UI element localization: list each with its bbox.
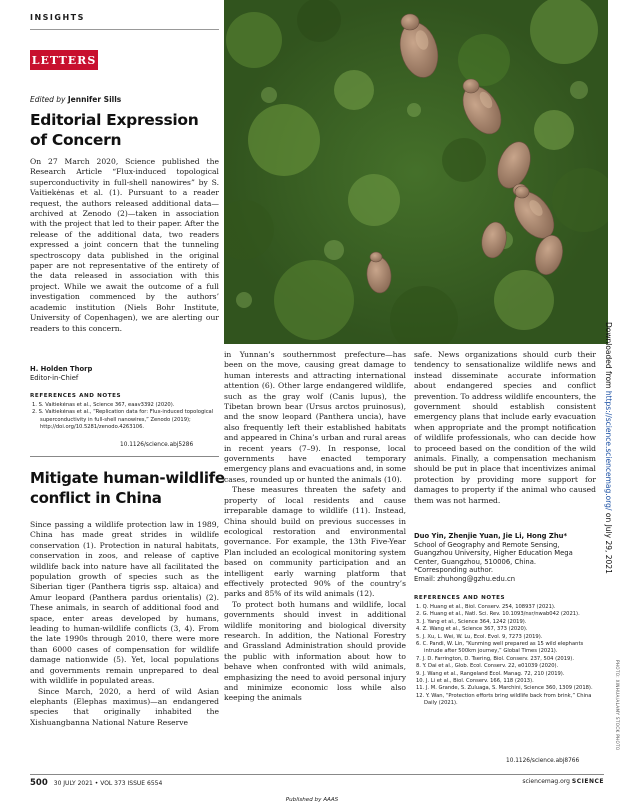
letter2-title-line1: Mitigate human-wildlife xyxy=(30,469,225,487)
download-prefix: Downloaded from xyxy=(604,322,613,391)
download-suffix: on July 29, 2021 xyxy=(604,510,613,574)
site-name[interactable]: sciencemag.org xyxy=(522,778,570,785)
editor-name: Jennifer Sills xyxy=(67,95,122,104)
letter2-email[interactable]: Email: zhuhong@gzhu.edu.cn xyxy=(414,574,516,583)
edited-by-label: Edited by xyxy=(30,95,66,104)
letter2-col3 xyxy=(414,350,596,506)
letter2-title-line2: conflict in China xyxy=(30,489,162,507)
letter2-authors xyxy=(414,532,596,584)
letter2-refs-heading: REFERENCES AND NOTES xyxy=(414,595,506,601)
letter2-affiliation: School of Geography and Remote Sensing, Guangzhou University, Higher Education Mega Center, Guangzhou, 510006, China. xyxy=(414,540,573,566)
reference-item: 10. J. Li et al., Biol. Conserv. 166, 118 (2013). xyxy=(416,678,534,685)
reference-item: 5. J. Xu, L. Wei, W. Lu, Ecol. Evol. 9, 7273 (2019). xyxy=(416,633,543,640)
letters-tag: LETTERS xyxy=(30,50,98,70)
reference-item: 1. Q. Huang et al., Biol. Conserv. 254, 108937 (2021). xyxy=(416,604,556,610)
letter2-paragraph: in Yunnan’s southernmost prefecture—has been on the move, causing great damage to human interests and attracting international attention (6). Other large endangered wildlife, such as the gray wolf (Canis lupus), the Tibetan brown bear (Ursus arctos pruinosus), and the snow leopard (Panthera uncia), have also frequently left their established habitats and appeared in China’s urban and rural areas in recent years (7–9). In response, local governments have enacted temporary emergency plans and evacuations and, in some cases, rounded up or hunted the animals (10). xyxy=(224,350,406,484)
letter2-title xyxy=(30,468,225,508)
divider xyxy=(30,456,219,457)
journal-name: SCIENCE xyxy=(571,778,604,785)
reference-item: 8. Y. Dai et al., Glob. Ecol. Conserv. 22, e01039 (2020). xyxy=(416,663,559,670)
section-rule xyxy=(30,29,219,30)
issue-info: 30 JULY 2021 • VOL 373 ISSUE 6554 xyxy=(53,780,163,787)
download-sidebar xyxy=(604,322,613,574)
letter2-paragraph: These measures threaten the safety and property of local residents and cause irreparable damage to wildlife (11). Instead, China should build on previous successes in ecological restoration and environmental governance. For example, the 13th Five-Year Plan included an ecological monitoring system based on community participation and an intelligent early warning platform that effectively protected 90% of the country’s parks and 85% of its wild animals (12). xyxy=(224,485,406,599)
letter2-refs xyxy=(414,604,596,708)
reference-item: 1. S. Vaitiekėnas et al., Science 367, eaav3392 (2020). xyxy=(32,402,175,408)
letter1-title xyxy=(30,110,198,150)
download-link[interactable]: https://science.sciencemag.org/ xyxy=(604,390,613,511)
letter1-refs xyxy=(30,402,219,432)
published-by: Published by AAAS xyxy=(285,797,339,803)
letter2-doi[interactable]: 10.1126/science.abj8766 xyxy=(506,758,580,764)
letter1-signer-name: H. Holden Thorp xyxy=(30,365,93,373)
reference-item: 12. Y. Wan, “Protection efforts bring wildlife back from brink,” China Daily (2021). xyxy=(416,692,592,707)
folio-left xyxy=(30,778,162,788)
letter2-col1 xyxy=(30,520,219,728)
letter2-paragraph: safe. News organizations should curb their tendency to sensationalize wildlife news and instead disseminate accurate information about endangered species and conflict prevention. To address wildlife encounters, the government should establish consistent emergency plans that include early evacuation when appropriate and the prompt notification of wildlife professionals, who can decide how to proceed based on the condition of the wild animals. Finally, a compensation mechanism should be put in place that incentivizes animal protection by providing more support for damages to property if the animal who caused them was not harmed. xyxy=(414,350,596,505)
letter2-paragraph: Since March, 2020, a herd of wild Asian elephants (Elephas maximus)—an endangered species that originally inhabited the Xishuangbanna National Nature Reserve xyxy=(30,686,219,727)
reference-item: 7. J. D. Farrington, D. Tsering, Biol. Conserv. 237, 504 (2019). xyxy=(416,655,574,662)
letter1-title-line1: Editorial Expression xyxy=(30,111,199,129)
folio-right xyxy=(522,778,604,785)
edited-by xyxy=(30,95,121,104)
footer-rule xyxy=(30,774,604,775)
page-number: 500 xyxy=(30,778,48,788)
reference-item: 6. C. Pandi, W. Lin, “Kunming well prepared as 15 wild elephants intrude after 500km journey,” Global Times (2021). xyxy=(416,641,584,655)
letter2-author-names: Duo Yin, Zhenjie Yuan, Jie Li, Hong Zhu* xyxy=(414,532,568,540)
letter2-paragraph: Since passing a wildlife protection law in 1989, China has made great strides in wildlife conservation (1). Protection in natural habitats, conservation in zoos, and release of captive wildlife back into nature have all facilitated the population growth of species such as the Siberian tiger (Panthera tigris ssp. altaica) and Amur leopard (Panthera pardus orientalis) (2). These animals, in search of additional food and space, enter areas developed by humans, leading to human-wildlife conflicts (3, 4). From the late 1990s through 2010, there were more than 6000 cases of compensation for wildlife damage nationwide (5). Yet, local populations and governments remain unprepared to deal with wildlife in populated areas. xyxy=(30,520,219,686)
letter2-corresponding: *Corresponding author. xyxy=(414,566,494,575)
letter2-col2 xyxy=(224,350,406,704)
reference-item: 3. J. Yang et al., Science 364, 1242 (2019). xyxy=(416,618,527,625)
reference-item: 2. S. Vaitiekėnas et al., “Replication data for: Flux-induced topological superconductivity in full-shell nanowires,” Zenodo (2019); http://doi.org/10.5281/zenodo.4263106. xyxy=(32,409,214,431)
letter1-signer-title: Editor-in-Chief xyxy=(30,373,79,382)
reference-item: 11. J. M. Grande, S. Zuluaga, S. Marchini, Science 360, 1309 (2018). xyxy=(416,685,593,692)
reference-item: 9. J. Wang et al., Rangeland Ecol. Manag. 72, 210 (2019). xyxy=(416,670,565,677)
letter1-paragraph: On 27 March 2020, Science published the Research Article “Flux-induced topological superconductivity in full-shell nanowires” by S. Vaitiekėnas et al. (1). Pursuant to a reader request, the authors released additional data—archived at Zenodo (2)—taken in association with the project that led to their paper. After the release of the additional data, two readers expressed a joint concern that the tunneling spectroscopy data published in the original paper are not representative of the entirety of the data released in association with this project. While we await the outcome of a full investigation commenced by the authors’ academic institution (Niels Bohr Institute, University of Copenhagen), we are alerting our readers to this concern. xyxy=(30,157,219,333)
letter1-title-line2: of Concern xyxy=(30,131,122,149)
reference-item: 2. G. Huang et al., Natl. Sci. Rev. 10.1093/nsr/nwab042 (2021). xyxy=(416,611,580,618)
letter1-doi[interactable]: 10.1126/science.abj5286 xyxy=(120,442,194,448)
letter1-body xyxy=(30,157,219,334)
reference-item: 4. Z. Wang et al., Science 367, 373 (2020). xyxy=(416,626,528,633)
section-label: INSIGHTS xyxy=(30,13,85,22)
letter2-paragraph: To protect both humans and wildlife, local governments should invest in additional wildlife monitoring and biological diversity research. In addition, the National Forestry and Grassland Administration should provide the public with information about how to behave when confronted with wild animals, emphasizing the need to avoid personal injury and minimize economic loss while also keeping the animals xyxy=(224,599,406,703)
photo-credit: PHOTO: XINHUA/ALAMY STOCK PHOTO xyxy=(615,660,620,751)
elephant-herd-photo xyxy=(224,0,608,344)
letter1-refs-heading: REFERENCES AND NOTES xyxy=(30,393,122,399)
letter1-signer xyxy=(30,365,92,382)
